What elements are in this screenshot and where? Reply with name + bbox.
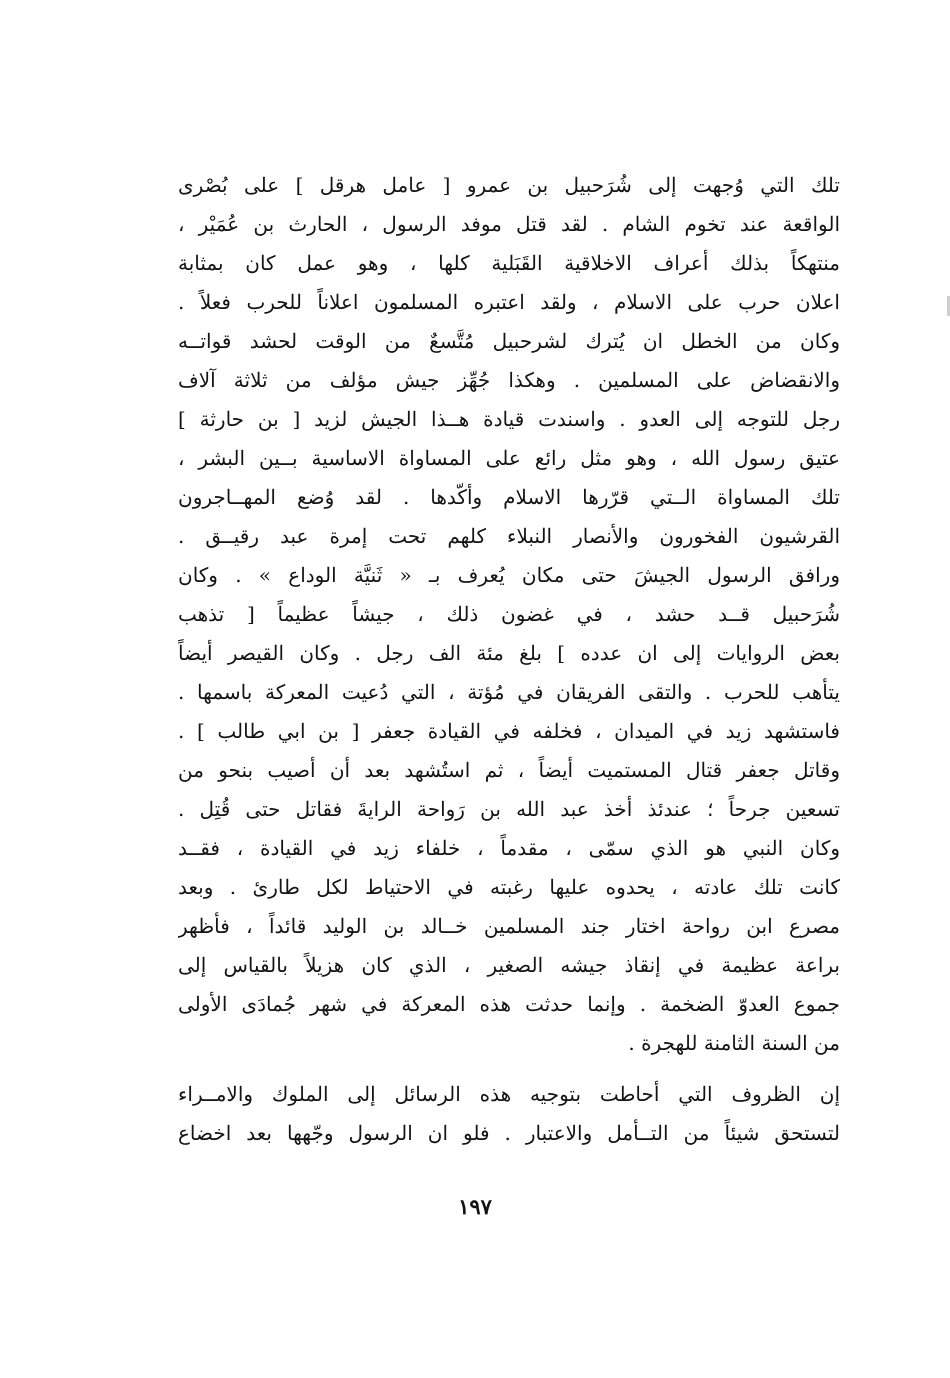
text-line: فاستشهد زيد في الميدان ، فخلفه في القيادة جعفر [ بن ابي طالب ] .	[178, 719, 840, 743]
text-line: تسعين جرحاً ؛ عندئذ أخذ عبد الله بن رَواحة الرايةَ فقاتل حتى قُتِل .	[178, 797, 840, 821]
text-line: عتيق رسول الله ، وهو مثل رائع على المساواة الاساسية بــين البشر ،	[178, 446, 840, 470]
text-line: براعة عظيمة في إنقاذ جيشه الصغير ، الذي كان هزيلاً بالقياس إلى	[178, 953, 840, 977]
text-line: وكان من الخطل ان يُترك لشرحبيل مُتَّسعٌ من الوقت لحشد قواتــه	[178, 329, 840, 353]
text-line: القرشيون الفخورون والأنصار النبلاء كلهم تحت إمرة عبد رقيــق .	[178, 524, 840, 548]
text-line: يتأهب للحرب . والتقى الفريقان في مُؤتة ، التي دُعيت المعركة باسمها .	[178, 680, 840, 704]
text-line: لتستحق شيئاً من التــأمل والاعتبار . فلو ان الرسول وجّهها بعد اخضاع	[178, 1121, 840, 1145]
text-line: وكان النبي هو الذي سمّى ، مقدماً ، خلفاء زيد في القيادة ، فقــد	[178, 836, 840, 860]
text-line: تلك المساواة الــتي قرّرها الاسلام وأكّدها . لقد وُضع المهــاجرون	[178, 485, 840, 509]
text-line: وقاتل جعفر قتال المستميت أيضاً ، ثم استُشهد بعد أن أصيب بنحو من	[178, 758, 840, 782]
text-line: كانت تلك عادته ، يحدوه عليها رغبته في الاحتياط لكل طارئ . وبعد	[178, 875, 840, 899]
text-line: إن الظروف التي أحاطت بتوجيه هذه الرسائل إلى الملوك والامــراء	[178, 1082, 840, 1106]
paragraph-1	[178, 166, 840, 1063]
body-text	[178, 166, 840, 1153]
text-line: منتهكاً بذلك أعراف الاخلاقية القَبَلية كلها ، وهو عمل كان بمثابة	[178, 251, 840, 275]
text-line: رجل للتوجه إلى العدو . واسندت قيادة هــذا الجيش لزيد [ بن حارثة ]	[178, 407, 840, 431]
text-line: جموع العدوّ الضخمة . وإنما حدثت هذه المعركة في شهر جُمادَى الأولى	[178, 992, 840, 1016]
text-line: مصرع ابن رواحة اختار جند المسلمين خــالد بن الوليد قائداً ، فأظهر	[178, 914, 840, 938]
paragraph-2	[178, 1075, 840, 1153]
text-line: اعلان حرب على الاسلام ، ولقد اعتبره المسلمون اعلاناً للحرب فعلاً .	[178, 290, 840, 314]
text-line: ورافق الرسول الجيشَ حتى مكان يُعرف بـ « ثَنيَّة الوداع » . وكان	[178, 563, 840, 587]
text-line: تلك التي وُجهت إلى شُرَحبيل بن عمرو [ عامل هرقل ] على بُصْرى	[178, 173, 840, 197]
text-line: شُرَحبيل قــد حشد ، في غضون ذلك ، جيشاً عظيماً [ تذهب	[178, 602, 840, 626]
text-line: بعض الروايات إلى ان عدده ] بلغ مئة الف رجل . وكان القيصر أيضاً	[178, 641, 840, 665]
paragraph-gap	[178, 1063, 840, 1075]
text-line: الواقعة عند تخوم الشام . لقد قتل موفد الرسول ، الحارث بن عُمَيْر ،	[178, 212, 840, 236]
text-line: من السنة الثامنة للهجرة .	[628, 1031, 840, 1055]
text-line: والانقضاض على المسلمين . وهكذا جُهِّز جيش مؤلف من ثلاثة آلاف	[178, 368, 840, 392]
page-number: ١٩٧	[458, 1194, 492, 1219]
